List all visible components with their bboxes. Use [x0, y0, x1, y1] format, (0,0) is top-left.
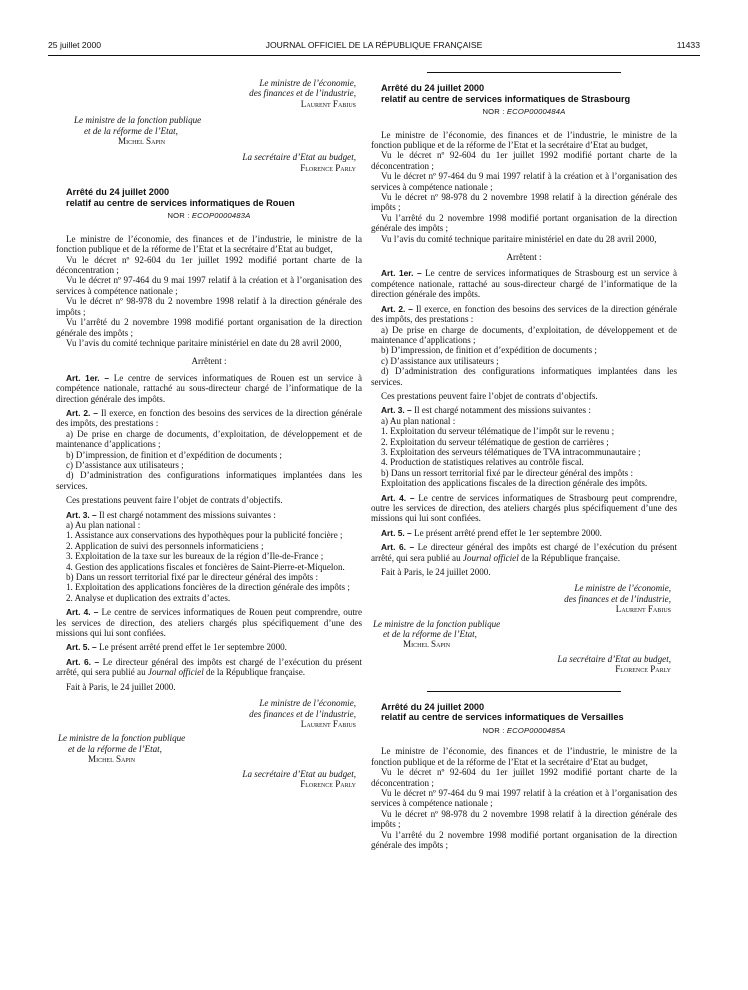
list-item: 3. Exploitation de la taxe sur les bureaux de la région d’Ile-de-France ; [66, 551, 324, 562]
article-label: Art. 6. – [66, 656, 100, 667]
nor-label: NOR : [482, 107, 505, 117]
signature-minister-fp [56, 733, 362, 764]
journal-reference: Journal officiel [147, 667, 204, 678]
article-text: Ces prestations peuvent faire l’objet de contrats d’objectifs. [66, 495, 283, 506]
header-date: 25 juillet 2000 [48, 40, 102, 50]
arretent-heading: Arrêtent : [191, 356, 227, 367]
signature-title-line: Le ministre de la fonction publique [74, 115, 202, 126]
preamble-line: Vu le décret nº 97-464 du 9 mai 1997 relatif à la création et à l’organisation des services à compétence nationale ; [371, 787, 677, 809]
signature-title-line: Le ministre de l’économie, [259, 78, 356, 88]
article-text: Le centre de services informatiques de Strasbourg est un service à compétence nationale, rattaché au sous-directeur chargé de l’informatique de la direction générale des impôts. [371, 268, 677, 300]
article-label: Art. 2. – [66, 407, 98, 418]
signature-title-line: La secrétaire d’Etat au budget, [242, 152, 356, 163]
preamble-line: Le ministre de l’économie, des finances et de l’industrie, le ministre de la fonction publique et de la réforme de l’Etat et la secrétaire d’Etat au budget, [371, 746, 677, 767]
decree-rouen-title: Arrêté du 24 juillet 2000 [66, 187, 170, 198]
list-item: b) D’impression, de finition et d’expédition de documents ; [381, 345, 597, 356]
article-2 [56, 408, 362, 429]
list-item: 1. Exploitation du serveur télématique de l’impôt sur le revenu ; [381, 426, 615, 437]
signature-secretary [56, 769, 362, 790]
signature-title-line: La secrétaire d’Etat au budget, [242, 768, 356, 779]
article-label: Art. 1er. – [66, 372, 109, 383]
signature-title-line: et de la réforme de l’Etat, [383, 629, 477, 640]
nor-label: NOR : [482, 725, 505, 735]
preamble-line: Vu l’avis du comité technique paritaire ministériel en date du 28 avril 2000, [66, 337, 342, 348]
signature-title-line: des finances et de l’industrie, [564, 593, 671, 604]
signature-name: Michel Sapin [403, 639, 451, 650]
signature-minister-eco [371, 583, 677, 614]
article-label: Art. 4. – [381, 492, 415, 503]
article-3 [371, 405, 677, 415]
signature-minister-fp [371, 619, 677, 650]
article-label: Art. 5. – [66, 642, 97, 653]
preamble-line: Vu le décret nº 92-604 du 1er juillet 1992 modifié portant charte de la déconcentration ; [371, 767, 677, 788]
section-rule [427, 691, 621, 692]
signature-title-line: des finances et de l’industrie, [249, 88, 356, 99]
list-item: 2. Exploitation du serveur télématique de gestion de carrières ; [381, 436, 609, 447]
list-item: a) De prise en charge de documents, d’exploitation, de développement et de maintenance d’applications ; [371, 324, 677, 345]
signature-name: Florence Parly [615, 664, 671, 675]
article-text: Il est chargé notamment des missions suivantes : [414, 405, 591, 416]
page-number: 11433 [676, 40, 700, 50]
signature-name: Florence Parly [300, 778, 356, 789]
signature-title-line: et de la réforme de l’Etat, [68, 743, 162, 754]
list-item: a) De prise en charge de documents, d’exploitation, de développement et de maintenance d’applications ; [56, 428, 362, 450]
list-item: 4. Production de statistiques relatives au contrôle fiscal. [381, 457, 584, 468]
list-item: b) D’impression, de finition et d’expédition de documents ; [66, 449, 282, 460]
preamble-line: Vu le décret nº 98-978 du 2 novembre 1998 relatif à la direction générale des impôts ; [56, 296, 362, 317]
preamble-line: Le ministre de l’économie, des finances et de l’industrie, le ministre de la fonction publique et de la réforme de l’Etat et la secrétaire d’Etat au budget, [371, 129, 677, 150]
preamble-line: Vu l’arrêté du 2 novembre 1998 modifié portant organisation de la direction générale des impôts ; [371, 212, 677, 234]
article-4 [56, 607, 362, 638]
nor-code: ECOP0000483A [191, 211, 251, 221]
article-label: Art. 6. – [381, 542, 415, 553]
decree-versailles-nor [371, 726, 677, 736]
article-label: Art. 1er. – [381, 268, 422, 279]
done-at: Fait à Paris, le 24 juillet 2000. [381, 567, 491, 578]
signature-title-line: des finances et de l’industrie, [249, 708, 356, 719]
article-text: Le centre de services informatiques de Rouen est un service à compétence nationale, rattaché au sous-directeur chargé de l’informatique de la direction générale des impôts. [56, 372, 362, 404]
left-column [56, 78, 362, 789]
signature-minister-eco [56, 698, 362, 729]
decree-rouen-subtitle: relatif au centre de services informatiques de Rouen [66, 197, 295, 208]
article-text: Le centre de services informatiques de Rouen peut comprendre, outre les services de direction, des ateliers chargés plus spécifiquement d’une des missions qui lui sont confiées. [56, 607, 362, 639]
preamble-line: Vu le décret nº 97-464 du 9 mai 1997 relatif à la création et à l’organisation des services à compétence nationale ; [56, 275, 362, 296]
list-item: 3. Exploitation des serveurs télématiques de TVA intracommunautaire ; [381, 446, 641, 457]
list-item: b) Dans un ressort territorial fixé par le directeur général des impôts : [381, 467, 634, 478]
article-4 [371, 493, 677, 524]
article-label: Art. 3. – [66, 509, 97, 520]
list-item: 4. Gestion des applications fiscales et foncières de Saint-Pierre-et-Miquelon. [66, 561, 345, 572]
article-5 [371, 528, 677, 538]
article-1 [371, 268, 677, 299]
article-text: Le directeur général des impôts est chargé de l’exécution du présent arrêté, qui sera publié au [371, 542, 677, 563]
article-text: Le directeur général des impôts est chargé de l’exécution du présent arrêté, qui sera publié au [56, 656, 362, 678]
list-item: 1. Exploitation des applications foncières de la direction générale des impôts ; [66, 582, 350, 593]
list-item: c) D’assistance aux utilisateurs ; [381, 355, 499, 366]
article-5 [56, 642, 362, 652]
signature-title-line: Le ministre de la fonction publique [373, 618, 501, 629]
article-label: Art. 3. – [381, 405, 412, 416]
article-label: Art. 4. – [66, 607, 99, 618]
article-6 [56, 657, 362, 678]
list-item: c) D’assistance aux utilisateurs ; [66, 459, 184, 470]
journal-reference: Journal officiel [462, 552, 519, 563]
article-6 [371, 542, 677, 563]
arretent-heading: Arrêtent : [506, 252, 542, 263]
nor-label: NOR : [167, 211, 190, 221]
article-text: Le présent arrêté prend effet le 1er septembre 2000. [414, 527, 602, 538]
preamble-line: Vu l’avis du comité technique paritaire ministériel en date du 28 avril 2000, [381, 233, 657, 244]
article-label: Art. 2. – [381, 303, 413, 314]
preamble-line: Vu l’arrêté du 2 novembre 1998 modifié portant organisation de la direction générale des impôts ; [371, 829, 677, 850]
journal-title: JOURNAL OFFICIEL DE LA RÉPUBLIQUE FRANÇAISE [265, 40, 483, 50]
header-rule [48, 55, 700, 56]
article-text: de la République française. [521, 552, 621, 563]
decree-rouen-nor [56, 211, 362, 221]
list-item: Exploitation des applications fiscales de la direction générale des impôts. [381, 478, 648, 489]
article-text: Il est chargé notamment des missions suivantes : [99, 509, 276, 520]
list-item: 2. Analyse et duplication des extraits d’actes. [66, 592, 231, 603]
decree-strasbourg-title: Arrêté du 24 juillet 2000 [381, 83, 485, 93]
signature-title-line: La secrétaire d’Etat au budget, [557, 653, 671, 664]
signature-minister-fp [56, 115, 362, 146]
article-text: Le centre de services informatiques de Strasbourg peut comprendre, outre les services de direction, des ateliers chargés plus spécifiquement d’une des missions qui lui sont confiées. [371, 492, 677, 524]
preamble-line: Le ministre de l’économie, des finances et de l’industrie, le ministre de la fonction publique et de la réforme de l’Etat et la secrétaire d’Etat au budget, [56, 233, 362, 255]
preamble-line: Vu le décret nº 98-978 du 2 novembre 1998 relatif à la direction générale des impôts ; [371, 808, 677, 830]
done-at: Fait à Paris, le 24 juillet 2000. [66, 681, 176, 692]
nor-code: ECOP0000485A [506, 725, 566, 735]
decree-versailles-title: Arrêté du 24 juillet 2000 [381, 701, 485, 712]
signature-name: Michel Sapin [88, 754, 136, 765]
signature-secretary [371, 654, 677, 675]
article-2 [371, 304, 677, 325]
list-item: 2. Application de suivi des personnels informaticiens ; [66, 540, 264, 551]
list-item: d) D’administration des configurations informatiques implantées dans les services. [56, 470, 362, 491]
signature-title-line: et de la réforme de l’Etat, [84, 125, 178, 136]
preamble-line: Vu le décret nº 98-978 du 2 novembre 1998 relatif à la direction générale des impôts ; [371, 192, 677, 213]
list-item: a) Au plan national : [66, 520, 141, 530]
article-text: Il exerce, en fonction des besoins des services de la direction générale des impôts, des prestations : [56, 407, 362, 429]
article-text: de la République française. [206, 667, 306, 678]
preamble-line: Vu le décret nº 92-604 du 1er juillet 1992 modifié portant charte de la déconcentration ; [371, 150, 677, 171]
article-1 [56, 373, 362, 404]
signature-minister-eco [56, 78, 362, 109]
article-text: Ces prestations peuvent faire l’objet de contrats d’objectifs. [381, 390, 598, 401]
page-header [48, 40, 700, 54]
decree-strasbourg-subtitle: relatif au centre de services informatiques de Strasbourg [381, 93, 631, 104]
signature-name: Michel Sapin [118, 136, 166, 147]
signature-title-line: Le ministre de la fonction publique [58, 733, 186, 744]
signature-title-line: Le ministre de l’économie, [259, 698, 356, 709]
nor-code: ECOP0000484A [506, 107, 566, 117]
list-item: a) Au plan national : [381, 415, 456, 426]
decree-strasbourg-nor [371, 107, 677, 117]
preamble-line: Vu l’arrêté du 2 novembre 1998 modifié portant organisation de la direction générale des impôts ; [56, 317, 362, 338]
signature-title-line: Le ministre de l’économie, [574, 583, 671, 594]
article-label: Art. 5. – [381, 527, 412, 538]
article-text: Il exerce, en fonction des besoins des services de la direction générale des impôts, des prestations : [371, 303, 677, 325]
list-item: b) Dans un ressort territorial fixé par le directeur général des impôts : [66, 572, 319, 583]
list-item: 1. Assistance aux conservations des hypothèques pour la publicité foncière ; [66, 530, 343, 541]
signature-name: Florence Parly [300, 162, 356, 173]
preamble-line: Vu le décret nº 97-464 du 9 mai 1997 relatif à la création et à l’organisation des services à compétence nationale ; [371, 171, 677, 192]
list-item: d) D’administration des configurations informatiques implantées dans les services. [371, 366, 677, 387]
article-text: Le présent arrêté prend effet le 1er septembre 2000. [99, 642, 287, 653]
right-column [371, 78, 677, 850]
signature-secretary [56, 152, 362, 173]
section-rule [427, 72, 621, 73]
decree-versailles-subtitle: relatif au centre de services informatiques de Versailles [381, 712, 624, 723]
signature-name: Laurent Fabius [615, 604, 671, 615]
article-3 [56, 510, 362, 520]
signature-name: Laurent Fabius [300, 98, 356, 109]
signature-name: Laurent Fabius [300, 718, 356, 729]
preamble-line: Vu le décret nº 92-604 du 1er juillet 1992 modifié portant charte de la déconcentration ; [56, 254, 362, 276]
